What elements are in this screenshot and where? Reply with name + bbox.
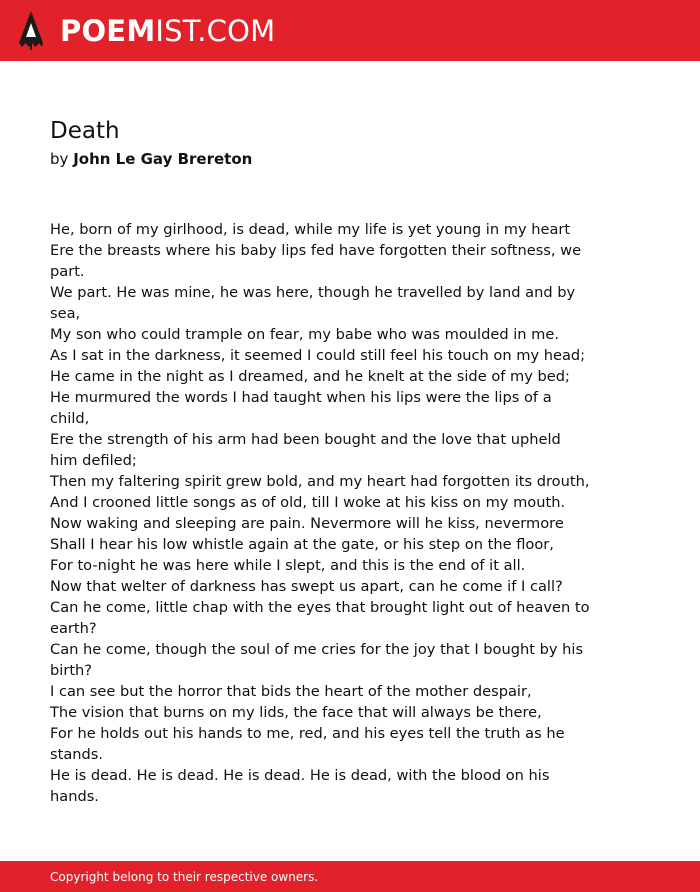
- poem-line: We part. He was mine, he was here, though he travelled by land and by sea,: [50, 284, 576, 322]
- copyright-notice: Copyright belong to their respective owners.: [50, 870, 319, 884]
- brand-light: IST.COM: [155, 14, 276, 48]
- pencil-tip-icon: [18, 10, 44, 52]
- poem-line: Now waking and sleeping are pain. Nevermore will he kiss, nevermore: [50, 515, 564, 532]
- poem-line: He murmured the words I had taught when his lips were the lips of a child,: [50, 389, 552, 427]
- poem-line: I can see but the horror that bids the heart of the mother despair,: [50, 683, 532, 700]
- site-footer: [0, 861, 700, 892]
- poem-line: He is dead. He is dead. He is dead. He is dead, with the blood on his hands.: [50, 767, 550, 805]
- poem-line: For he holds out his hands to me, red, and his eyes tell the truth as he stands.: [50, 725, 565, 763]
- poem-line: Shall I hear his low whistle again at the gate, or his step on the floor,: [50, 536, 554, 553]
- author-name: John Le Gay Brereton: [73, 150, 253, 168]
- poem-line: Ere the breasts where his baby lips fed have forgotten their softness, we part.: [50, 242, 582, 280]
- poem-line: Now that welter of darkness has swept us apart, can he come if I call?: [50, 578, 563, 595]
- poem-line: As I sat in the darkness, it seemed I could still feel his touch on my head;: [50, 347, 586, 364]
- poem-title: Death: [50, 118, 120, 144]
- poem-line: The vision that burns on my lids, the face that will always be there,: [50, 704, 542, 721]
- poem-line: Then my faltering spirit grew bold, and my heart had forgotten its drouth,: [50, 473, 590, 490]
- poem-line: And I crooned little songs as of old, till I woke at his kiss on my mouth.: [50, 494, 566, 511]
- brand-strong: POEM: [60, 14, 156, 48]
- site-header: [0, 0, 700, 61]
- poem-line: He, born of my girlhood, is dead, while my life is yet young in my heart: [50, 221, 571, 238]
- site-logo-link[interactable]: [18, 10, 275, 52]
- poem-body: [50, 219, 590, 807]
- poem-line: For to-night he was here while I slept, and this is the end of it all.: [50, 557, 526, 574]
- poem-line: My son who could trample on fear, my babe who was moulded in me.: [50, 326, 559, 343]
- poem-line: Can he come, though the soul of me cries for the joy that I bought by his birth?: [50, 641, 584, 679]
- poem-heading: [50, 116, 650, 170]
- byline: [50, 148, 650, 170]
- poem-line: He came in the night as I dreamed, and he knelt at the side of my bed;: [50, 368, 570, 385]
- byline-prefix: by: [50, 150, 69, 168]
- poem-line: Ere the strength of his arm had been bought and the love that upheld him defiled;: [50, 431, 561, 469]
- site-name: [60, 10, 275, 52]
- poem-line: Can he come, little chap with the eyes that brought light out of heaven to earth?: [50, 599, 590, 637]
